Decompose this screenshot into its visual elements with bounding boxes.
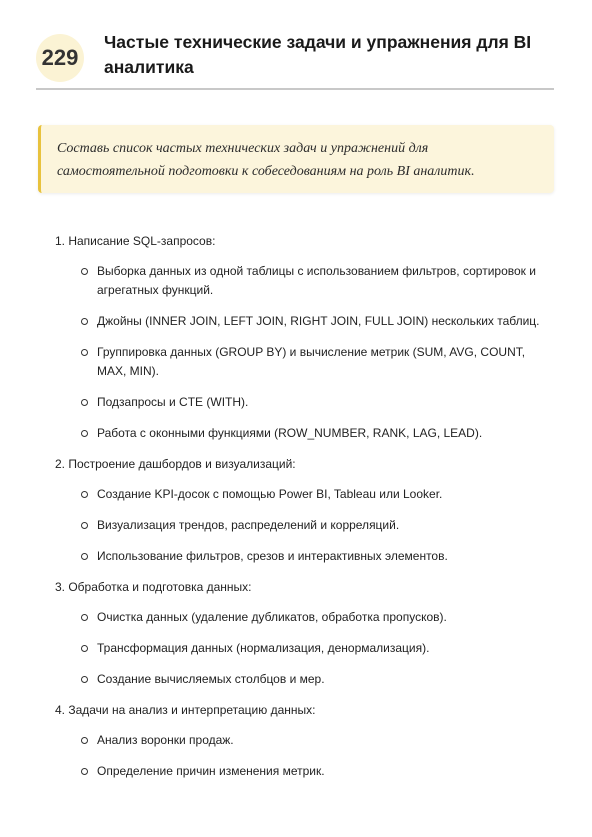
list-item-text: Очистка данных (удаление дубликатов, обработка пропусков).	[97, 610, 447, 624]
question-number-badge: 229	[36, 34, 84, 82]
list-item-text: Создание KPI-досок с помощью Power BI, Tableau или Looker.	[97, 487, 443, 501]
section-sql	[55, 232, 555, 443]
bullet-icon	[81, 349, 88, 356]
section-list	[55, 731, 555, 781]
list-item	[55, 762, 555, 781]
list-item	[55, 547, 555, 566]
list-item-text: Джойны (INNER JOIN, LEFT JOIN, RIGHT JOIN, FULL JOIN) нескольких таблиц.	[97, 314, 540, 328]
list-item-text: Выборка данных из одной таблицы с использованием фильтров, сортировок и агрегатных функций.	[97, 264, 536, 297]
list-item-text: Подзапросы и CTE (WITH).	[97, 395, 249, 409]
bullet-icon	[81, 430, 88, 437]
list-item	[55, 639, 555, 658]
prompt-text: Составь список частых технических задач и упражнений для самостоятельной подготовки к собеседованиям на роль BI аналитик.	[57, 141, 475, 179]
section-title: 4. Задачи на анализ и интерпретацию данных:	[55, 703, 316, 717]
bullet-icon	[81, 318, 88, 325]
section-title: 3. Обработка и подготовка данных:	[55, 580, 252, 594]
bullet-icon	[81, 676, 88, 683]
page-title: Частые технические задачи и упражнения для BI аналитика	[104, 32, 532, 77]
section-analysis	[55, 701, 555, 781]
section-list	[55, 485, 555, 566]
section-list	[55, 608, 555, 689]
bullet-icon	[81, 553, 88, 560]
list-item-text: Создание вычисляемых столбцов и мер.	[97, 672, 325, 686]
section-data-prep	[55, 578, 555, 689]
page-header	[36, 22, 554, 90]
bullet-icon	[81, 268, 88, 275]
list-item	[55, 731, 555, 750]
list-item	[55, 485, 555, 504]
list-item-text: Визуализация трендов, распределений и корреляций.	[97, 518, 400, 532]
list-item-text: Трансформация данных (нормализация, денормализация).	[97, 641, 430, 655]
list-item	[55, 393, 555, 412]
section-title: 1. Написание SQL-запросов:	[55, 234, 216, 248]
list-item	[55, 670, 555, 689]
answer-content	[55, 232, 555, 793]
list-item	[55, 608, 555, 627]
bullet-icon	[81, 614, 88, 621]
list-item	[55, 262, 555, 300]
bullet-icon	[81, 768, 88, 775]
bullet-icon	[81, 522, 88, 529]
list-item-text: Использование фильтров, срезов и интерактивных элементов.	[97, 549, 448, 563]
bullet-icon	[81, 645, 88, 652]
list-item	[55, 312, 555, 331]
bullet-icon	[81, 737, 88, 744]
list-item-text: Группировка данных (GROUP BY) и вычисление метрик (SUM, AVG, COUNT, MAX, MIN).	[97, 345, 526, 378]
list-item-text: Анализ воронки продаж.	[97, 733, 234, 747]
bullet-icon	[81, 399, 88, 406]
section-dashboards	[55, 455, 555, 566]
list-item-text: Определение причин изменения метрик.	[97, 764, 325, 778]
prompt-callout	[38, 125, 554, 193]
list-item	[55, 424, 555, 443]
section-list	[55, 262, 555, 443]
section-title: 2. Построение дашбордов и визуализаций:	[55, 457, 296, 471]
list-item-text: Работа с оконными функциями (ROW_NUMBER, RANK, LAG, LEAD).	[97, 426, 483, 440]
list-item	[55, 516, 555, 535]
bullet-icon	[81, 491, 88, 498]
list-item	[55, 343, 555, 381]
